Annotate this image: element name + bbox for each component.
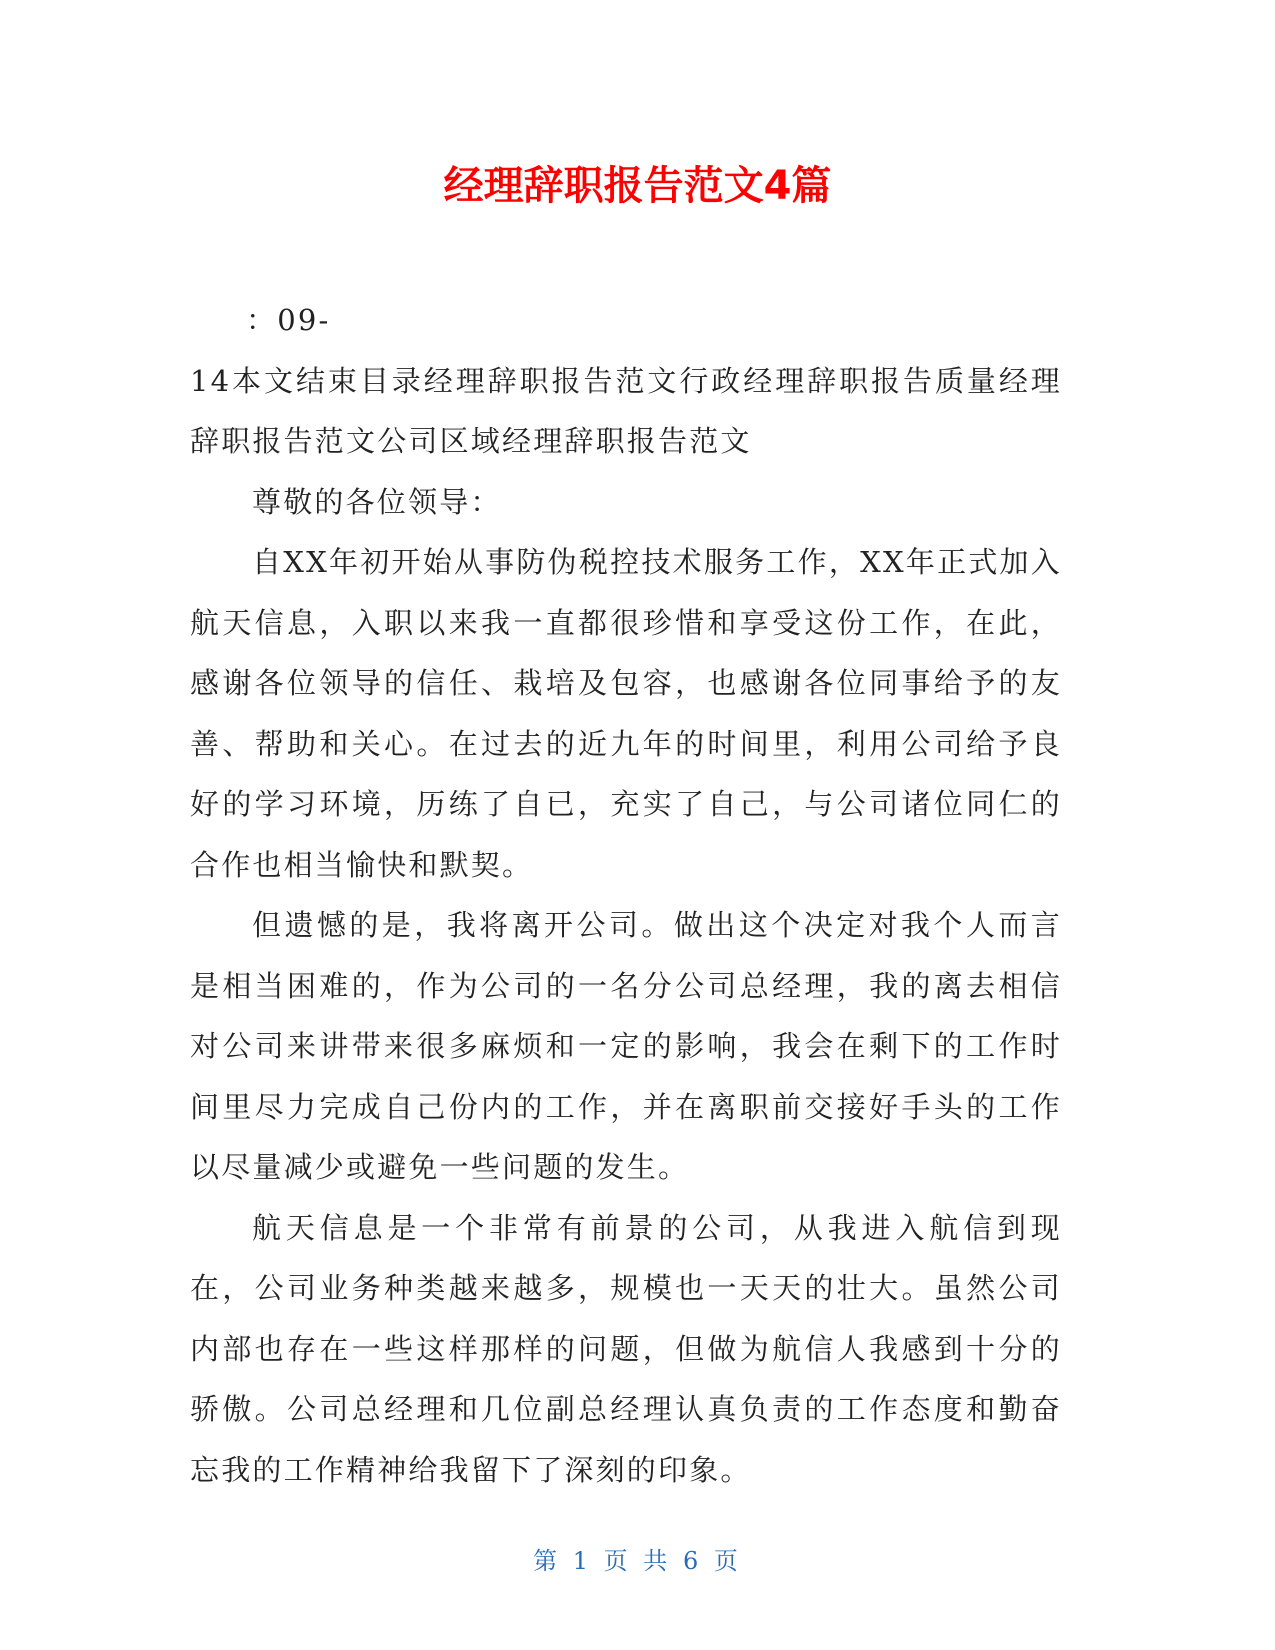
paragraph-3: 航天信息是一个非常有前景的公司，从我进入航信到现在，公司业务种类越来越多，规模也一天天的壮大。虽然公司内部也存在一些这样那样的问题，但做为航信人我感到十分的骄傲。公司总经理和几位副总经理认真负责的工作态度和勤奋忘我的工作精神给我留下了深刻的印象。 (190, 1210, 1062, 1487)
page-indicator: 第 1 页 共 6 页 (533, 1547, 742, 1575)
toc-line: 14本文结束目录经理辞职报告范文行政经理辞职报告质量经理辞职报告范文公司区域经理辞职报告范文 (190, 363, 1062, 458)
document-body (190, 290, 1062, 1500)
paragraph-2: 但遗憾的是，我将离开公司。做出这个决定对我个人而言是相当困难的，作为公司的一名分公司总经理，我的离去相信对公司来讲带来很多麻烦和一定的影响，我会在剩下的工作时间里尽力完成自己份内的工作，并在离职前交接好手头的工作以尽量减少或避免一些问题的发生。 (190, 908, 1062, 1184)
paragraph-1: 自XX年初开始从事防伪税控技术服务工作，XX年正式加入航天信息，入职以来我一直都很珍惜和享受这份工作，在此，感谢各位领导的信任、栽培及包容，也感谢各位同事给予的友善、帮助和关心。在过去的近九年的时间里，利用公司给予良好的学习环境，历练了自已，充实了自己，与公司诸位同仁的合作也相当愉快和默契。 (190, 545, 1062, 882)
salutation: 尊敬的各位领导： (252, 484, 502, 519)
document-title: 经理辞职报告范文4篇 (443, 163, 832, 209)
date-line: ：09- (246, 303, 331, 337)
